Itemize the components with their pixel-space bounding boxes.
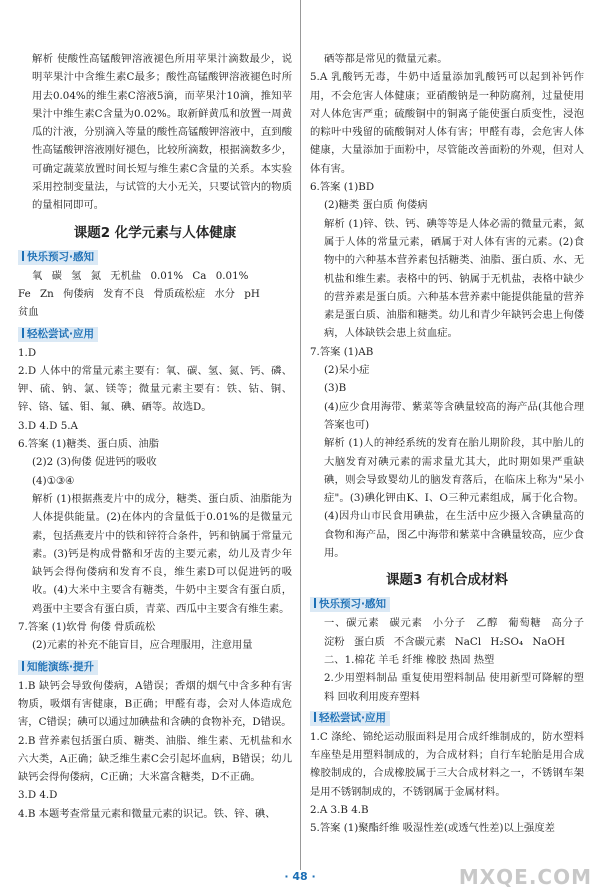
analysis-paragraph: 解析 (1)锌、铁、钙、碘等等是人体必需的微量元素，氮属于人体的常量元素，硒属于对人体有害的元素。(2)食物中的六种基本营养素包括糖类、油脂、蛋白质、水、无机盐和维生素。表格中的钙、钠属于无机盐，表格中缺少的营养素是蛋白质。六种基本营养素中能提供能量的营养素是蛋白质、油脂和糖类。幼儿和青少年缺钙会患上佝偻病，人体缺铁会患上贫血症。 [324, 217, 584, 340]
answer-line: (2)糖类 蛋白质 佝偻病 [324, 199, 428, 212]
answer-line: 1.B 缺钙会导致佝偻病，A错误；香烟的烟气中含多种有害物质，吸烟有害健康，B正确；甲醛有毒，会对人体造成危害，C错误；碘可以通过加碘盐和含碘的食物补充，D错误。 [18, 679, 292, 729]
answer-line: 2.D 人体中的常量元素主要有：氧、碳、氢、氮、钙、磷、钾、硫、钠、氯、镁等；微量元素主要有：铁、钴、铜、锌、铬、锰、钼、氟、碘、硒等。故选D。 [18, 364, 292, 414]
lesson-3-title: 课题3 有机合成材料 [385, 572, 509, 589]
keyword-line: 氧 碳 氢 氮 无机盐 0.01% Ca 0.01% [32, 269, 249, 282]
column-divider [300, 0, 301, 870]
answer-line: 6.答案 (1)糖类、蛋白质、油脂 [18, 438, 159, 451]
section-header-try: 轻松尝试·应用 [310, 711, 390, 726]
right-column [310, 0, 584, 838]
section-header-preview: 快乐预习·感知 [18, 250, 98, 265]
analysis-paragraph: 解析 (1)根据燕麦片中的成分，糖类、蛋白质、油脂能为人体提供能量。(2)在体内的含量低于0.01%的是微量元素，包括燕麦片中的铁和锌符合条件，钙和钠属于常量元素。(3)钙是构成骨骼和牙齿的主要元素，幼儿及青少年缺钙会得佝偻病和发育不良，维生素D可以促进钙的吸收。(4)大米中主要含有糖类，牛奶中主要含有蛋白质，鸡蛋中主要含有蛋白质，青菜、西瓜中主要含有维生素。 [32, 492, 292, 615]
answer-line: 4.B 本题考查常量元素和微量元素的识记。铁、锌、碘、 [18, 807, 276, 820]
answer-line: 3.D 4.D [18, 789, 58, 802]
answer-line: 1.C 涤纶、锦纶运动服面料是用合成纤维制成的，防水塑料车座垫是用塑料制成的，为合成材料；自行车轮胎是用合成橡胶制成的，合成橡胶属于三大合成材料之一，不锈钢车架是用不锈钢制成的，不锈钢属于金属材料。 [310, 730, 584, 798]
answer-line: (2)2 (3)佝偻 促进钙的吸收 [32, 456, 157, 469]
answer-line: 1.D [18, 346, 37, 359]
answer-line: 2.A 3.B 4.B [310, 803, 369, 816]
analysis-paragraph: 解析 使酸性高锰酸钾溶液褪色所用苹果汁滴数最少，说明苹果汁中含维生素C最多；酸性高锰酸钾溶液褪色时所用去0.04%的维生素C溶液5滴，而苹果汁10滴，推知苹果汁中维生素C含量为0.02%。取新鲜黄瓜和放置一周黄瓜的汁液，分别滴入等量的酸性高锰酸钾溶液中，直到酸性高锰酸钾溶液刚好褪色，比较所滴数，根据滴数多少，可确定蔬菜放置时间长短与维生素C含量的关系。本实验采用控制变量法，与试管的大小无关，只要试管内的物质的量相同即可。 [32, 53, 292, 212]
keyword-line: Fe Zn 佝偻病 发育不良 骨质疏松症 水分 pH [18, 287, 260, 300]
answer-line: (2)元素的补充不能盲目，应合理服用，注意用量 [32, 639, 253, 652]
keyword-line: 贫血 [18, 306, 39, 319]
answer-line: 3.D 4.D 5.A [18, 419, 78, 432]
answer-line: 5.A 乳酸钙无毒，牛奶中适量添加乳酸钙可以起到补钙作用，不会危害人体健康；亚硝酸钠是一种防腐剂，过量使用对人体危害严重；硫酸铜中的铜离子能使蛋白质变性，浸泡的粽叶中残留的硫酸铜对人体有害；甲醛有毒，会危害人体健康，大量添加于面粉中，尽管能改善面粉的外观，但对人体有害。 [310, 71, 584, 175]
answer-line: 7.答案 (1)软骨 佝偻 骨质疏松 [18, 621, 156, 634]
answer-line: 2.B 营养素包括蛋白质、糖类、油脂、维生素、无机盐和水六大类，A正确；缺乏维生素C会引起坏血病，B错误；幼儿缺钙会得佝偻病，C正确；大米富含糖类，D不正确。 [18, 734, 292, 784]
answer-line: 硒等都是常见的微量元素。 [324, 53, 448, 65]
page-number: · 48 · [284, 870, 316, 883]
section-header-preview: 快乐预习·感知 [310, 597, 390, 612]
answer-line: 7.答案 (1)AB [310, 345, 374, 358]
answer-line: (4)应少食用海带、紫菜等含碘量较高的海产品(其他合理答案也可) [324, 400, 584, 431]
answer-line: (2)呆小症 [324, 364, 370, 377]
lesson-2-title: 课题2 化学元素与人体健康 [73, 224, 237, 241]
keyword-line: 二、1.棉花 羊毛 纤维 橡胶 热固 热塑 [324, 653, 495, 666]
section-header-try: 轻松尝试·应用 [18, 327, 98, 342]
answer-line: (3)B [324, 382, 347, 395]
left-column [18, 0, 292, 823]
answer-line: 5.答案 (1)聚酯纤维 吸湿性差(或透气性差)以上强度差 [310, 822, 555, 835]
answer-line: (4)①③④ [32, 474, 75, 487]
keyword-line: 一、碳元素 碳元素 小分子 乙醇 葡萄糖 高分子 淀粉 蛋白质 不含碳元素 NaCl H₂SO₄ NaOH [324, 617, 584, 648]
section-header-practice: 知能演练·提升 [18, 660, 98, 675]
watermark-logo: MXQE.COM [458, 865, 592, 889]
answer-line: 6.答案 (1)BD [310, 181, 375, 194]
keyword-line: 2.少用塑料制品 重复使用塑料制品 使用新型可降解的塑料 回收利用废弃塑料 [324, 672, 584, 703]
analysis-paragraph: 解析 (1)人的神经系统的发育在胎儿期阶段，其中胎儿的大脑发育对碘元素的需求量尤其大，此时期如果严重缺碘，则会导致婴幼儿的脑发育落后，在临床上称为"呆小症"。(3)碘化钾由K、I、O三种元素组成，属于化合物。(4)因舟山市民食用碘盐，在生活中应少摄入含碘量高的食物和海产品，图乙中海带和紫菜中含碘量较高，应少食用。 [324, 437, 584, 560]
